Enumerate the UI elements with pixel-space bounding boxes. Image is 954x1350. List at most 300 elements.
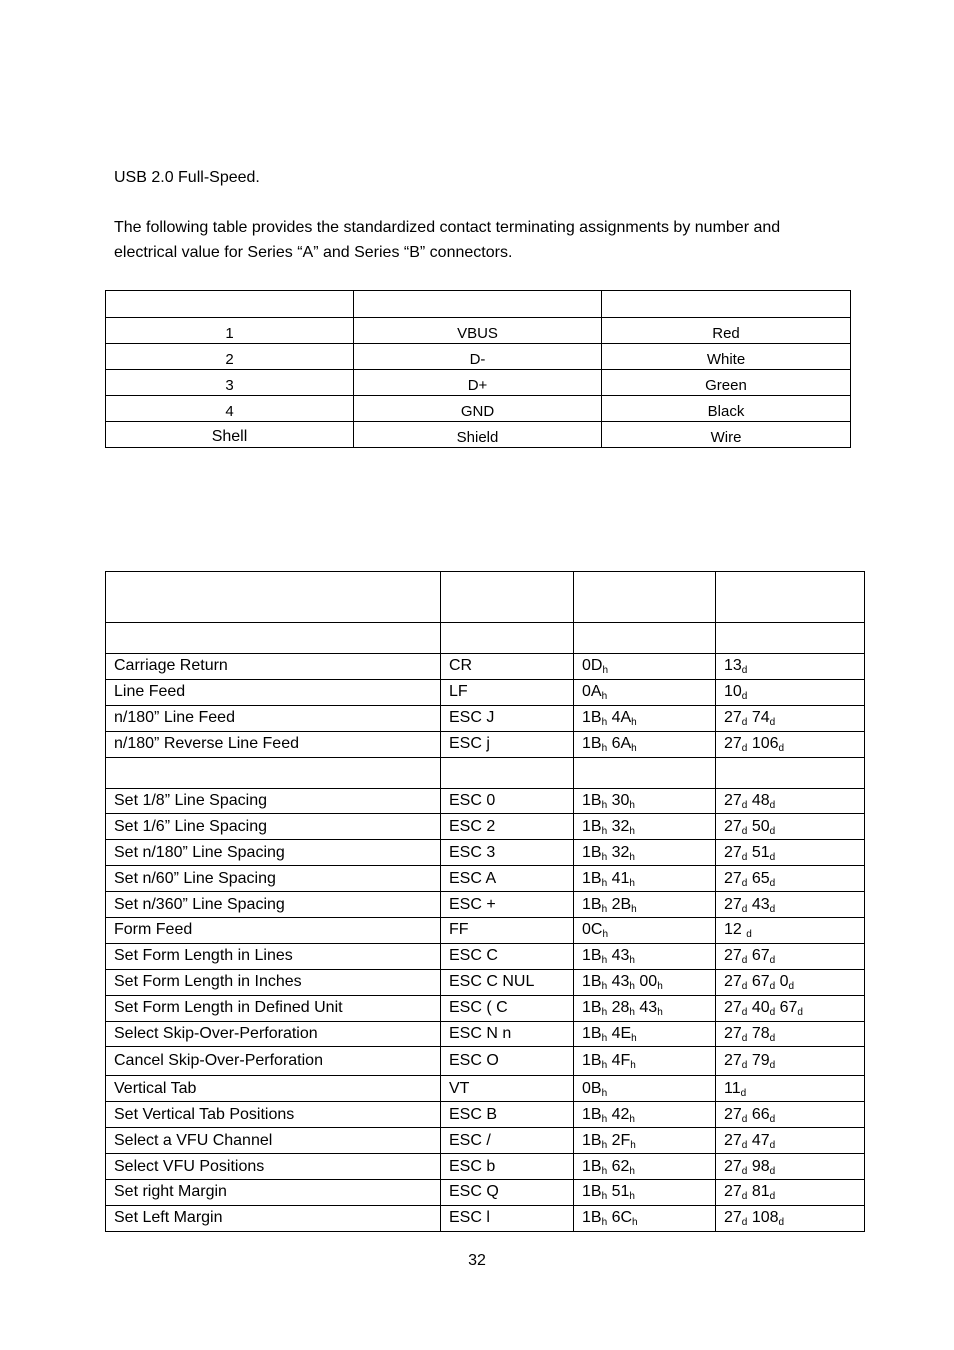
function-cell: Set n/360” Line Spacing	[106, 892, 441, 918]
code-value: 27	[724, 895, 742, 913]
decimal-code-cell	[716, 1076, 865, 1102]
contact-number-cell: 4	[106, 396, 354, 422]
radix-suffix: d	[769, 955, 776, 967]
function-cell: Set Form Length in Defined Unit	[106, 995, 441, 1021]
radix-suffix: h	[631, 903, 637, 915]
code-value: 43	[611, 947, 630, 965]
decimal-code-cell	[716, 705, 865, 731]
function-cell: Set Form Length in Inches	[106, 969, 441, 995]
code-value: 27	[724, 973, 742, 991]
code-value: 51	[611, 1183, 630, 1201]
code-value: 4A	[611, 709, 632, 727]
hex-code-cell	[574, 814, 716, 840]
radix-suffix: h	[631, 1033, 637, 1045]
contact-number-cell: 3	[106, 370, 354, 396]
radix-suffix: d	[769, 1139, 776, 1151]
decimal-code-cell	[716, 1128, 865, 1154]
command-row	[106, 866, 865, 892]
radix-suffix: d	[741, 851, 748, 863]
cable-color-cell: Green	[602, 370, 851, 396]
command-row	[106, 840, 865, 866]
radix-suffix: d	[740, 1087, 747, 1099]
code-value: 78	[751, 1025, 770, 1043]
code-value: 6A	[611, 735, 632, 753]
code-value: 28	[611, 999, 630, 1017]
decimal-code-cell	[716, 969, 865, 995]
hex-code-cell	[574, 1102, 716, 1128]
code-value: 0	[779, 973, 789, 991]
hex-code-cell	[574, 866, 716, 892]
code-value: 1B	[582, 1025, 602, 1043]
hex-code-cell	[574, 943, 716, 969]
radix-suffix: h	[601, 717, 608, 729]
signal-name-cell: D-	[354, 344, 602, 370]
signal-name-cell: VBUS	[354, 318, 602, 344]
radix-suffix: d	[769, 1060, 776, 1072]
function-cell: Select a VFU Channel	[106, 1128, 441, 1154]
pin-table-row	[106, 370, 851, 396]
radix-suffix: d	[741, 877, 748, 889]
code-value: 48	[751, 792, 770, 809]
code-value: 1B	[582, 1209, 602, 1227]
usb-pin-assignment-table	[105, 290, 851, 448]
code-value: 41	[611, 869, 630, 887]
function-cell: Set 1/6” Line Spacing	[106, 814, 441, 840]
radix-suffix: h	[601, 1007, 608, 1019]
radix-suffix: h	[601, 981, 608, 993]
radix-suffix: h	[629, 851, 635, 863]
command-cell: ESC B	[441, 1102, 574, 1128]
radix-suffix: d	[778, 1217, 785, 1229]
command-cell: ESC J	[441, 705, 574, 731]
code-value: 81	[751, 1183, 770, 1201]
radix-suffix: h	[629, 825, 635, 837]
radix-suffix: d	[769, 851, 776, 863]
command-cell: ESC l	[441, 1205, 574, 1231]
code-value: 1B	[582, 735, 602, 753]
radix-suffix: d	[788, 981, 795, 993]
decimal-code-cell	[716, 679, 865, 705]
cable-color-cell: Wire	[602, 422, 851, 448]
radix-suffix: h	[629, 981, 635, 993]
command-row	[106, 705, 865, 731]
code-value: 32	[611, 843, 630, 861]
radix-suffix: d	[769, 800, 776, 811]
function-cell: n/180” Reverse Line Feed	[106, 731, 441, 757]
code-value: 1B	[582, 947, 602, 965]
contact-number-cell: Shell	[106, 422, 354, 448]
decimal-code-cell	[716, 1102, 865, 1128]
hex-code-cell	[574, 1180, 716, 1206]
code-value: 27	[724, 999, 742, 1017]
code-value: 27	[724, 1025, 742, 1043]
radix-suffix: h	[601, 1191, 608, 1203]
command-table-header-cell	[106, 572, 441, 623]
decimal-code-cell	[716, 840, 865, 866]
command-row	[106, 1102, 865, 1128]
decimal-code-cell	[716, 995, 865, 1021]
code-value: 12	[724, 921, 747, 939]
decimal-code-cell	[716, 866, 865, 892]
code-value: 67	[751, 973, 770, 991]
code-value: 1B	[582, 792, 602, 809]
radix-suffix: d	[769, 825, 776, 837]
radix-suffix: h	[630, 1139, 636, 1151]
command-row	[106, 892, 865, 918]
radix-suffix: h	[629, 1007, 635, 1019]
section-cell	[716, 623, 865, 654]
code-value: 1B	[582, 999, 602, 1017]
command-cell: ESC ( C	[441, 995, 574, 1021]
command-cell: ESC b	[441, 1154, 574, 1180]
code-value: 0B	[582, 1079, 602, 1097]
cable-color-cell: Red	[602, 318, 851, 344]
radix-suffix: h	[601, 825, 608, 837]
radix-suffix: d	[778, 743, 785, 755]
radix-suffix: d	[769, 877, 776, 889]
code-value: 27	[724, 843, 742, 861]
decimal-code-cell	[716, 918, 865, 944]
radix-suffix: h	[601, 1217, 608, 1229]
radix-suffix: h	[657, 981, 663, 993]
function-cell: Set Form Length in Lines	[106, 943, 441, 969]
signal-name-cell: D+	[354, 370, 602, 396]
command-row	[106, 654, 865, 680]
code-value: 27	[724, 735, 742, 753]
code-value: 6C	[611, 1209, 633, 1227]
command-cell: VT	[441, 1076, 574, 1102]
code-value: 00	[639, 973, 658, 991]
function-cell: Set right Margin	[106, 1180, 441, 1206]
pin-table-header-cell	[106, 291, 354, 318]
function-cell: Set n/180” Line Spacing	[106, 840, 441, 866]
radix-suffix: d	[741, 1113, 748, 1125]
code-value: 11	[724, 1079, 741, 1097]
hex-code-cell	[574, 679, 716, 705]
code-value: 4F	[611, 1052, 631, 1070]
command-cell: ESC 0	[441, 788, 574, 814]
contact-number-cell: 2	[106, 344, 354, 370]
section-cell	[574, 623, 716, 654]
code-value: 43	[611, 973, 630, 991]
command-row	[106, 1205, 865, 1231]
radix-suffix: d	[741, 1007, 748, 1019]
code-value: 30	[611, 792, 630, 809]
code-value: 2F	[611, 1131, 631, 1149]
hex-code-cell	[574, 892, 716, 918]
command-row	[106, 995, 865, 1021]
command-section-row	[106, 623, 865, 654]
command-row	[106, 788, 865, 814]
usb-speed-text: USB 2.0 Full-Speed.	[114, 169, 260, 186]
function-cell: Line Feed	[106, 679, 441, 705]
function-cell: Set Vertical Tab Positions	[106, 1102, 441, 1128]
cable-color-cell: White	[602, 344, 851, 370]
radix-suffix: h	[629, 1165, 635, 1177]
decimal-code-cell	[716, 814, 865, 840]
pin-table-row	[106, 344, 851, 370]
code-value: 1B	[582, 1105, 602, 1123]
radix-suffix: d	[746, 929, 752, 941]
section-cell	[716, 757, 865, 788]
command-cell: ESC N n	[441, 1021, 574, 1047]
code-value: 27	[724, 1052, 742, 1070]
code-value: 74	[751, 709, 770, 727]
command-cell: ESC 3	[441, 840, 574, 866]
radix-suffix: h	[601, 743, 608, 755]
command-cell: LF	[441, 679, 574, 705]
code-value: 42	[611, 1105, 630, 1123]
code-value: 1B	[582, 973, 602, 991]
radix-suffix: h	[601, 1060, 608, 1072]
radix-suffix: h	[629, 955, 635, 967]
code-value: 0D	[582, 657, 603, 675]
hex-code-cell	[574, 788, 716, 814]
radix-suffix: d	[741, 717, 748, 729]
hex-code-cell	[574, 705, 716, 731]
code-value: 47	[751, 1131, 770, 1149]
radix-suffix: d	[769, 903, 776, 915]
radix-suffix: d	[741, 825, 748, 837]
radix-suffix: d	[769, 1033, 776, 1045]
command-cell: ESC A	[441, 866, 574, 892]
section-cell	[106, 623, 441, 654]
hex-code-cell	[574, 995, 716, 1021]
command-row	[106, 1154, 865, 1180]
hex-code-cell	[574, 918, 716, 944]
command-row	[106, 1128, 865, 1154]
radix-suffix: h	[601, 1113, 608, 1125]
code-value: 79	[751, 1052, 770, 1070]
radix-suffix: h	[601, 851, 608, 863]
command-row	[106, 1076, 865, 1102]
radix-suffix: h	[602, 665, 609, 677]
radix-suffix: h	[629, 1113, 635, 1125]
radix-suffix: h	[601, 1165, 608, 1177]
command-table-header-row	[106, 572, 865, 623]
command-table-header-cell	[716, 572, 865, 623]
command-section-row	[106, 757, 865, 788]
code-value: 67	[751, 947, 770, 965]
radix-suffix: d	[741, 903, 748, 915]
radix-suffix: d	[741, 743, 748, 755]
radix-suffix: h	[630, 1060, 636, 1072]
function-cell: Select VFU Positions	[106, 1154, 441, 1180]
section-cell	[574, 757, 716, 788]
radix-suffix: h	[629, 1191, 635, 1203]
cable-color-cell: Black	[602, 396, 851, 422]
code-value: 66	[751, 1105, 770, 1123]
radix-suffix: h	[601, 1139, 608, 1151]
radix-suffix: d	[769, 1007, 776, 1019]
code-value: 40	[751, 999, 770, 1017]
function-cell: Carriage Return	[106, 654, 441, 680]
command-cell: CR	[441, 654, 574, 680]
command-table-header-cell	[441, 572, 574, 623]
radix-suffix: d	[769, 1165, 776, 1177]
radix-suffix: d	[741, 1033, 748, 1045]
radix-suffix: d	[741, 981, 748, 993]
code-value: 0A	[582, 683, 602, 701]
contact-number-cell: 1	[106, 318, 354, 344]
radix-suffix: h	[601, 691, 608, 703]
radix-suffix: d	[797, 1007, 803, 1019]
decimal-code-cell	[716, 892, 865, 918]
section-cell	[441, 757, 574, 788]
code-value: 1B	[582, 709, 602, 727]
decimal-code-cell	[716, 1180, 865, 1206]
radix-suffix: d	[741, 1217, 748, 1229]
code-value: 1B	[582, 869, 602, 887]
radix-suffix: h	[601, 1033, 608, 1045]
radix-suffix: h	[631, 743, 637, 755]
decimal-code-cell	[716, 943, 865, 969]
decimal-code-cell	[716, 654, 865, 680]
intro-paragraph: The following table provides the standardized contact terminating assignments by number and electrical value for Series “A” and Series “B” connectors.	[114, 219, 781, 261]
code-value: 27	[724, 1209, 742, 1227]
code-value: 1B	[582, 895, 602, 913]
hex-code-cell	[574, 731, 716, 757]
code-value: 65	[751, 869, 770, 887]
radix-suffix: d	[741, 665, 748, 677]
command-row	[106, 918, 865, 944]
function-cell: Set 1/8” Line Spacing	[106, 788, 441, 814]
code-value: 27	[724, 1183, 742, 1201]
command-cell: FF	[441, 918, 574, 944]
code-value: 0C	[582, 921, 603, 939]
hex-code-cell	[574, 654, 716, 680]
command-cell: ESC C NUL	[441, 969, 574, 995]
code-value: 27	[724, 869, 742, 887]
command-row	[106, 969, 865, 995]
function-cell: Cancel Skip-Over-Perforation	[106, 1047, 441, 1076]
code-value: 98	[751, 1157, 770, 1175]
radix-suffix: d	[769, 717, 776, 729]
hex-code-cell	[574, 1076, 716, 1102]
hex-code-cell	[574, 1021, 716, 1047]
hex-code-cell	[574, 1154, 716, 1180]
code-value: 51	[751, 843, 770, 861]
radix-suffix: d	[741, 1191, 748, 1203]
decimal-code-cell	[716, 731, 865, 757]
radix-suffix: d	[741, 1139, 748, 1151]
code-value: 27	[724, 1157, 742, 1175]
hex-code-cell	[574, 969, 716, 995]
command-row	[106, 1021, 865, 1047]
code-value: 27	[724, 1105, 742, 1123]
code-value: 106	[751, 735, 779, 753]
command-row	[106, 1047, 865, 1076]
radix-suffix: h	[601, 955, 608, 967]
radix-suffix: d	[769, 1113, 776, 1125]
function-cell: Form Feed	[106, 918, 441, 944]
signal-name-cell: Shield	[354, 422, 602, 448]
code-value: 10	[724, 683, 742, 701]
page-number: 32	[468, 1252, 486, 1269]
code-value: 27	[724, 947, 742, 965]
radix-suffix: d	[741, 1165, 748, 1177]
function-cell: Select Skip-Over-Perforation	[106, 1021, 441, 1047]
radix-suffix: h	[632, 1217, 638, 1229]
radix-suffix: h	[629, 800, 635, 811]
command-row	[106, 679, 865, 705]
code-value: 50	[751, 817, 770, 835]
signal-name-cell: GND	[354, 396, 602, 422]
command-cell: ESC O	[441, 1047, 574, 1076]
section-cell	[441, 623, 574, 654]
radix-suffix: d	[769, 1191, 776, 1203]
decimal-code-cell	[716, 1205, 865, 1231]
command-cell: ESC 2	[441, 814, 574, 840]
code-value: 4E	[611, 1025, 632, 1043]
command-cell: ESC j	[441, 731, 574, 757]
hex-code-cell	[574, 1205, 716, 1231]
code-value: 43	[751, 895, 770, 913]
hex-code-cell	[574, 840, 716, 866]
pin-table-header-cell	[602, 291, 851, 318]
code-value: 43	[639, 999, 658, 1017]
radix-suffix: d	[741, 691, 748, 703]
pin-table-row	[106, 318, 851, 344]
radix-suffix: h	[601, 903, 608, 915]
radix-suffix: d	[769, 981, 776, 993]
function-cell: Vertical Tab	[106, 1076, 441, 1102]
command-cell: ESC /	[441, 1128, 574, 1154]
code-value: 1B	[582, 843, 602, 861]
radix-suffix: h	[657, 1007, 663, 1019]
pin-table-row	[106, 422, 851, 448]
radix-suffix: h	[601, 877, 608, 889]
pin-table-header-row	[106, 291, 851, 318]
pin-table-row	[106, 396, 851, 422]
command-row	[106, 814, 865, 840]
hex-code-cell	[574, 1128, 716, 1154]
command-row	[106, 731, 865, 757]
radix-suffix: h	[629, 877, 635, 889]
code-value: 32	[611, 817, 630, 835]
radix-suffix: d	[741, 1060, 748, 1072]
decimal-code-cell	[716, 1021, 865, 1047]
code-value: 108	[751, 1209, 779, 1227]
code-value: 62	[611, 1157, 630, 1175]
code-value: 1B	[582, 817, 602, 835]
function-cell: Set Left Margin	[106, 1205, 441, 1231]
code-value: 2B	[611, 895, 632, 913]
decimal-code-cell	[716, 788, 865, 814]
command-cell: ESC +	[441, 892, 574, 918]
code-value: 1B	[582, 1183, 602, 1201]
hex-code-cell	[574, 1047, 716, 1076]
radix-suffix: h	[631, 717, 637, 729]
section-cell	[106, 757, 441, 788]
command-row	[106, 943, 865, 969]
code-value: 1B	[582, 1052, 602, 1070]
code-value: 27	[724, 817, 742, 835]
code-value: 13	[724, 657, 742, 675]
command-cell: ESC C	[441, 943, 574, 969]
pin-table-header-cell	[354, 291, 602, 318]
radix-suffix: d	[741, 955, 748, 967]
function-cell: Set n/60” Line Spacing	[106, 866, 441, 892]
printer-command-table	[105, 571, 865, 1232]
decimal-code-cell	[716, 1047, 865, 1076]
code-value: 1B	[582, 1131, 602, 1149]
code-value: 27	[724, 792, 742, 809]
code-value: 67	[779, 999, 798, 1017]
radix-suffix: h	[602, 929, 609, 941]
code-value: 27	[724, 709, 742, 727]
command-cell: ESC Q	[441, 1180, 574, 1206]
